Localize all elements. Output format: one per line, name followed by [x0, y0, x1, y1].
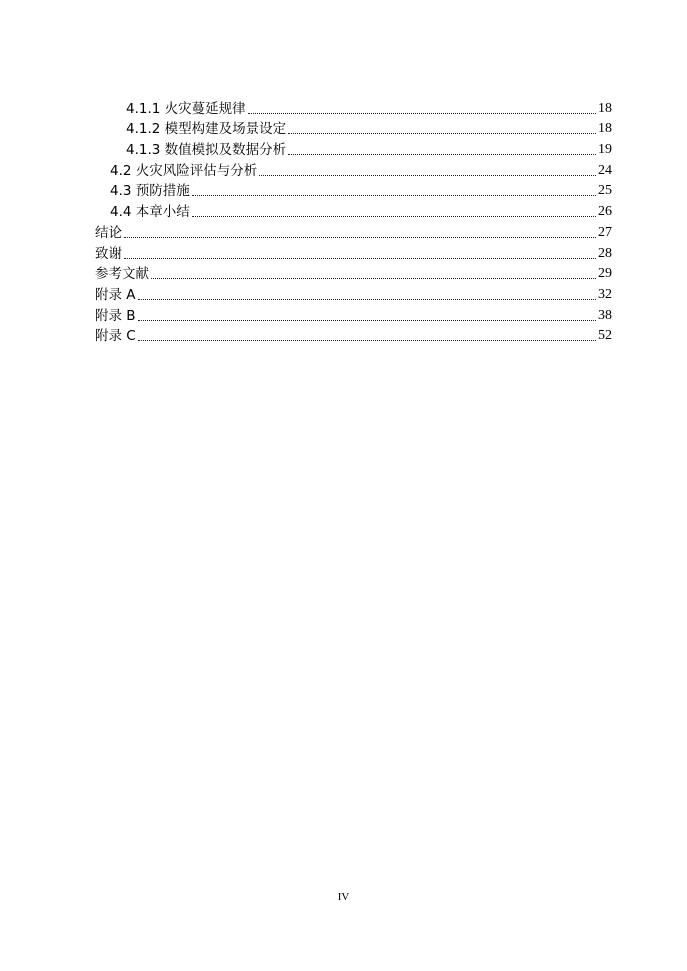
toc-entry-title: 4.4 本章小结: [110, 204, 190, 221]
toc-entry-4-1-3[interactable]: [95, 137, 612, 158]
toc-entry-page: 27: [598, 224, 612, 240]
toc-entry-page: 52: [598, 328, 612, 344]
toc-entry-appendix-b[interactable]: [95, 303, 612, 324]
toc-entry-acknowledgements[interactable]: [95, 241, 612, 262]
toc-entry-title: 4.2 火灾风险评估与分析: [110, 162, 258, 179]
toc-dot-leader: [151, 278, 596, 279]
toc-entry-page: 28: [598, 245, 612, 261]
toc-entry-title: 参考文献: [95, 266, 149, 283]
toc-entry-page: 25: [598, 183, 612, 199]
toc-dot-leader: [248, 113, 596, 114]
toc-entry-4-1-2[interactable]: [95, 117, 612, 138]
toc-dot-leader: [259, 175, 596, 176]
toc-entry-page: 29: [598, 266, 612, 282]
toc-entry-title: 4.1.3 数值模拟及数据分析: [126, 142, 287, 159]
toc-entry-page: 18: [598, 121, 612, 137]
toc-entry-conclusion[interactable]: [95, 220, 612, 241]
toc-dot-leader: [288, 133, 596, 134]
toc-entry-title: 附录 A: [95, 286, 136, 303]
toc-entry-title: 4.1.1 火灾蔓延规律: [126, 100, 246, 117]
toc-dot-leader: [124, 237, 596, 238]
toc-entry-title: 致谢: [95, 245, 122, 262]
toc-entry-appendix-a[interactable]: [95, 282, 612, 303]
toc-entry-page: 26: [598, 204, 612, 220]
toc-entry-page: 38: [598, 307, 612, 323]
toc-dot-leader: [192, 195, 596, 196]
toc-entry-title: 结论: [95, 224, 122, 241]
toc-dot-leader: [288, 154, 596, 155]
toc-entry-4-3[interactable]: [95, 179, 612, 200]
toc-dot-leader: [192, 216, 596, 217]
toc-entry-appendix-c[interactable]: [95, 324, 612, 345]
table-of-contents: [95, 96, 612, 344]
page-number: IV: [337, 891, 350, 903]
toc-entry-title: 4.3 预防措施: [110, 183, 190, 200]
toc-entry-page: 19: [598, 142, 612, 158]
toc-entry-title: 附录 B: [95, 307, 136, 324]
toc-entry-page: 18: [598, 100, 612, 116]
toc-entry-4-2[interactable]: [95, 158, 612, 179]
toc-dot-leader: [138, 320, 596, 321]
toc-entry-4-1-1[interactable]: [95, 96, 612, 117]
toc-entry-page: 24: [598, 162, 612, 178]
toc-entry-title: 附录 C: [95, 328, 136, 345]
toc-entry-4-4[interactable]: [95, 199, 612, 220]
toc-dot-leader: [138, 340, 596, 341]
toc-entry-title: 4.1.2 模型构建及场景设定: [126, 121, 287, 138]
toc-dot-leader: [124, 258, 596, 259]
toc-dot-leader: [138, 299, 596, 300]
toc-entry-references[interactable]: [95, 262, 612, 283]
toc-entry-page: 32: [598, 286, 612, 302]
